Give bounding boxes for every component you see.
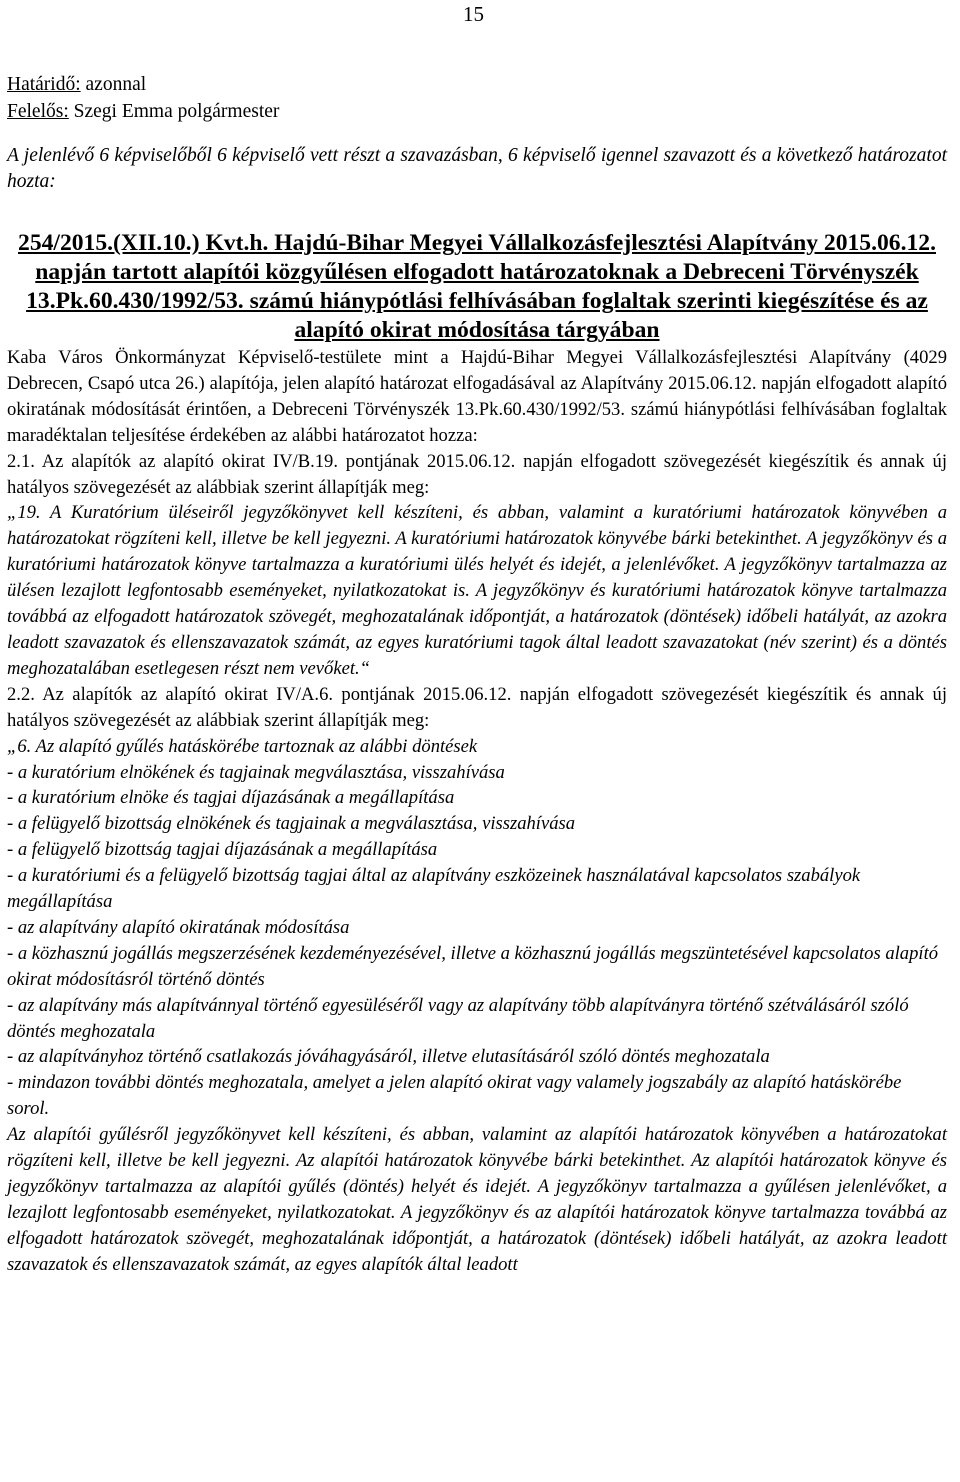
responsible-value: Szegi Emma polgármester <box>68 101 280 122</box>
section-2-2: 2.2. Az alapítók az alapító okirat IV/A.6. pontjának 2015.06.12. napján elfogadott szövegezését kiegészítik és annak új hatályos szövegezését az alábbiak szerint állapítják meg: <box>7 683 947 731</box>
quote-line: - az alapítvány alapító okiratának módosítása <box>7 916 350 938</box>
voting-intro: A jelenlévő 6 képviselőből 6 képviselő vett részt a szavazásban, 6 képviselő igennel szavazott és a következő határozatot hozta: <box>7 145 947 192</box>
responsible-label: Felelős: <box>7 101 69 122</box>
quote-line: - a kuratóriumi és a felügyelő bizottság tagjai által az alapítvány eszközeinek használatával kapcsolatos szabályok megállapítása <box>7 865 861 913</box>
quote-paragraph: Az alapítói gyűlésről jegyzőkönyvet kell készíteni, és abban, valamint az alapítói határozatok könyvében a határozatokat rögzíteni kell, illetve be kell jegyezni. Az alapítói határozatok könyvébe bárki betekinthet. Az alapítói határozatok könyve és jegyzőkönyv tartalmazza az alapítói gyűlés (döntés) helyét és idejét. A jegyzőkönyv tartalmazza a gyűlésen jelenlévőket, a lezajlott legfontosabb eseményeket, nyilatkozatokat. A jegyzőkönyv és az alapítói határozatok könyve tartalmazza továbbá az elfogadott határozatok szövegét, meghozatalának időpontját, a határozatok (döntések) időbeli hatályát, az azokra leadott szavazatok és ellenszavazatok számát, az egyes alapítók által leadott <box>7 1124 947 1275</box>
document-body <box>7 71 947 1278</box>
responsible-line <box>7 98 947 125</box>
resolution-title: 254/2015.(XII.10.) Kvt.h. Hajdú-Bihar Megyei Vállalkozásfejlesztési Alapítvány 2015.06.12. napján tartott alapítói közgyűlésen elfogadott határozatoknak a Debreceni Törvényszék 13.Pk.60.430/1992/53. számú hiánypótlási felhívásában foglaltak szerinti kiegészítése és az alapító okirat módosítása tárgyában <box>18 230 936 343</box>
quote-line: - az alapítványhoz történő csatlakozás jóváhagyásáról, illetve elutasításáról szóló döntés meghozatala <box>7 1046 770 1068</box>
quote-line: „6. Az alapító gyűlés hatáskörébe tartoznak az alábbi döntések <box>7 735 478 757</box>
page-number: 15 <box>463 2 484 26</box>
quote-line: - a kuratórium elnökének és tagjainak megválasztása, visszahívása <box>7 761 505 783</box>
quote-line: - a felügyelő bizottság tagjai díjazásának a megállapítása <box>7 839 438 861</box>
quote-line: - mindazon további döntés meghozatala, amelyet a jelen alapító okirat vagy valamely jogszabály az alapító hatáskörébe sorol. <box>7 1072 902 1120</box>
quote-line: - az alapítvány más alapítvánnyal történő egyesüléséről vagy az alapítvány több alapítványra történő szétválásáról szóló döntés meghozatala <box>7 994 909 1042</box>
quote-line: - a közhasznú jogállás megszerzésének kezdeményezésével, illetve a közhasznú jogállás megszüntetésével kapcsolatos alapító okirat módosításról történő döntés <box>7 942 939 990</box>
quote-line: - a kuratórium elnöke és tagjai díjazásának a megállapítása <box>7 787 455 809</box>
quote-line: - a felügyelő bizottság elnökének és tagjainak a megválasztása, visszahívása <box>7 813 576 835</box>
body-paragraph-1: Kaba Város Önkormányzat Képviselő-testülete mint a Hajdú-Bihar Megyei Vállalkozásfejlesztési Alapítvány (4029 Debrecen, Csapó utca 26.) alapítója, jelen alapító határozat elfogadásával az Alapítvány 2015.06.12. napján elfogadott alapító okiratának módosítását érintően, a Debreceni Törvényszék 13.Pk.60.430/1992/53. számú hiánypótlási felhívásában foglaltak maradéktalan teljesítése érdekében az alábbi határozatot hozza: <box>7 347 947 446</box>
section-2-1: 2.1. Az alapítók az alapító okirat IV/B.19. pontjának 2015.06.12. napján elfogadott szövegezését kiegészítik és annak új hatályos szövegezését az alábbiak szerint állapítják meg: <box>7 450 947 498</box>
deadline-label: Határidő: <box>7 74 81 95</box>
deadline-line <box>7 71 947 98</box>
quote-section-19: „19. A Kuratórium üléseiről jegyzőkönyvet kell készíteni, és abban, valamint a kuratóriumi határozatok könyvében a határozatokat rögzíteni kell, illetve be kell jegyezni. A kuratóriumi határozatok könyvébe bárki betekinthet. A jegyzőkönyv és a kuratóriumi határozatok könyve tartalmazza a kuratóriumi ülés helyét és idejét, a jelenlévőket. A jegyzőkönyv tartalmazza az ülésen lezajlott legfontosabb eseményeket, nyilatkozatokat is. A jegyzőkönyv és kuratóriumi határozatok könyve tartalmazza továbbá az elfogadott határozatok szövegét, meghozatalának időpontját, a határozatok (döntések) időbeli hatályát, az azokra leadott szavazatok és ellenszavazatok számát, az egyes kuratóriumi tagok által leadott szavazatokat (név szerint) és a döntés meghozatalában esetlegesen részt nem vevőket.“ <box>7 502 947 679</box>
quote-section-6 <box>7 734 947 1278</box>
deadline-value: azonnal <box>80 74 147 95</box>
